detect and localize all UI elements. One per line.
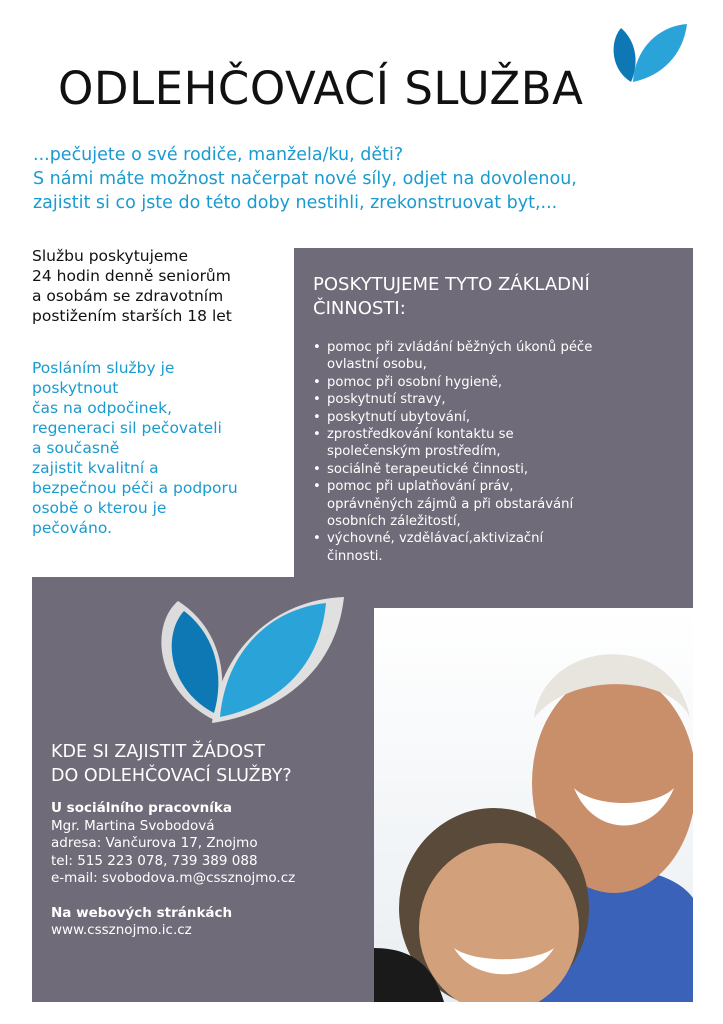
service-text [32, 246, 294, 326]
list-item: • pomoc při uplatňování práv, oprávněných zájmů a při obstarávání osobních záležitostí, [313, 479, 574, 530]
list-item: • poskytnutí stravy, [313, 392, 446, 408]
activities-list [313, 339, 683, 565]
intro-text [33, 143, 577, 215]
intro-line: zajistit si co jste do této doby nestihli, zrekonstruovat byt,... [33, 193, 558, 213]
service-line: Službu poskytujeme [32, 247, 189, 265]
worker-name: Mgr. Martina Svobodová [51, 817, 215, 834]
list-item: • sociálně terapeutické činnosti, [313, 461, 529, 477]
worker-email[interactable]: e-mail: svobodova.m@cssznojmo.cz [51, 870, 296, 886]
list-item: • výchovné, vzdělávací,aktivizační činnosti. [313, 531, 544, 564]
web-url[interactable]: www.cssznojmo.ic.cz [51, 922, 192, 938]
mission-line: regeneraci sil pečovateli [32, 419, 222, 437]
mission-line: zajistit kvalitní a [32, 459, 159, 477]
list-item: • zprostředkování kontaktu se společenským prostředím, [313, 427, 514, 460]
senior-couple-photo [374, 608, 693, 1002]
contact-heading: KDE SI ZAJISTIT ŽÁDOST DO ODLEHČOVACÍ SLUŽBY? [51, 742, 292, 786]
list-item: • pomoc při osobní hygieně, [313, 374, 503, 390]
worker-title: U sociálního pracovníka [51, 800, 232, 816]
service-line: 24 hodin denně seniorům [32, 267, 231, 285]
mission-line: Posláním služby je [32, 359, 175, 377]
contact-section [51, 740, 371, 940]
list-item: • pomoc při zvládání běžných úkonů péče ovlastní osobu, [313, 340, 593, 373]
butterfly-logo-icon [603, 20, 693, 90]
list-item: • poskytnutí ubytování, [313, 409, 471, 425]
intro-line: S námi máte možnost načerpat nové síly, odjet na dovolenou, [33, 169, 577, 189]
web-title: Na webových stránkách [51, 904, 233, 921]
worker-address: adresa: Vančurova 17, Znojmo [51, 835, 258, 851]
mission-line: a současně [32, 439, 120, 457]
mission-line: bezpečnou péči a podporu [32, 479, 238, 497]
contact-details [51, 800, 371, 940]
worker-phone: tel: 515 223 078, 739 389 088 [51, 852, 258, 869]
page-title: ODLEHČOVACÍ SLUŽBA [58, 62, 584, 115]
service-line: a osobám se zdravotním [32, 287, 224, 305]
mission-line: čas na odpočinek, [32, 399, 173, 417]
butterfly-logo-icon [150, 595, 350, 725]
mission-text [32, 358, 294, 538]
mission-line: pečováno. [32, 519, 113, 537]
intro-line: ...pečujete o své rodiče, manžela/ku, děti? [33, 145, 404, 165]
mission-line: osobě o kterou je [32, 499, 167, 517]
activities-heading: POSKYTUJEME TYTO ZÁKLADNÍ ČINNOSTI: [313, 274, 590, 319]
mission-line: poskytnout [32, 379, 119, 397]
service-description [32, 246, 294, 538]
service-line: postižením starších 18 let [32, 307, 232, 325]
